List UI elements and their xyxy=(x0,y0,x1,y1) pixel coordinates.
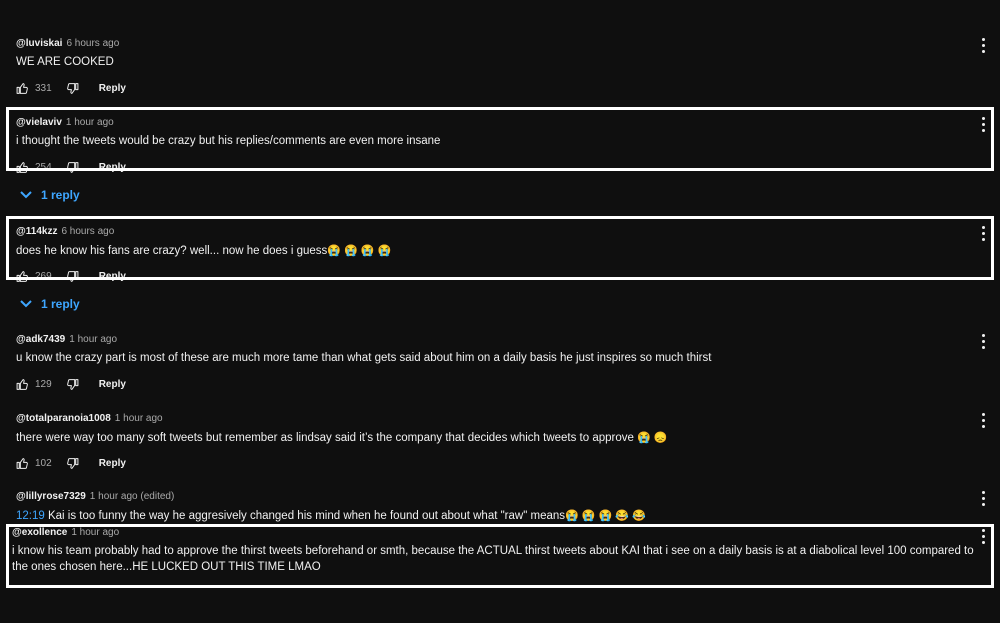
like-count: 269 xyxy=(35,271,52,282)
timestamp-link[interactable]: 12:19 xyxy=(16,510,45,522)
thumbs-up-icon[interactable] xyxy=(16,161,29,174)
comment-emoji: 😭 😭 😭 😂 😂 xyxy=(565,510,646,522)
comment-text: does he know his fans are crazy? well... now he does i guess xyxy=(16,245,328,257)
comment-meta xyxy=(16,226,991,237)
comment xyxy=(16,334,991,390)
thumbs-down-icon[interactable] xyxy=(66,82,79,95)
comment-time[interactable]: 6 hours ago xyxy=(61,226,115,237)
comment-text-row xyxy=(16,509,991,522)
comment-time[interactable]: 1 hour ago xyxy=(69,334,118,345)
more-vert-icon[interactable] xyxy=(982,117,986,135)
thumbs-up-icon[interactable] xyxy=(16,378,29,391)
comment xyxy=(16,413,991,469)
comment-meta xyxy=(16,491,991,502)
comment xyxy=(16,38,991,94)
comment-text: u know the crazy part is most of these are much more tame than what gets said about him on a daily basis he just inspires so much thirst xyxy=(16,352,712,364)
view-replies-button[interactable] xyxy=(20,188,80,202)
comment-time[interactable]: 1 hour ago xyxy=(65,117,114,128)
reply-button[interactable]: Reply xyxy=(98,379,126,390)
comment-author[interactable]: @vielaviv xyxy=(16,117,62,128)
more-vert-icon[interactable] xyxy=(982,38,986,56)
thumbs-up-icon[interactable] xyxy=(16,457,29,470)
thumbs-up-icon[interactable] xyxy=(16,82,29,95)
thumbs-down-icon[interactable] xyxy=(66,161,79,174)
thumbs-up-icon[interactable] xyxy=(16,270,29,283)
comment-meta xyxy=(16,413,991,424)
comment-actions xyxy=(16,457,126,470)
comment-time[interactable]: 6 hours ago xyxy=(66,38,120,49)
reply-button[interactable]: Reply xyxy=(98,271,126,282)
comment-emoji: 😭 😞 xyxy=(637,432,668,444)
comment-text: WE ARE COOKED xyxy=(16,56,114,68)
comment-actions xyxy=(16,82,126,95)
comment-text: there were way too many soft tweets but remember as lindsay said it’s the company that decides which tweets to approve xyxy=(16,432,634,444)
comment-text-line-2: the ones chosen here...HE LUCKED OUT THIS TIME LMAO xyxy=(12,561,321,573)
more-vert-icon[interactable] xyxy=(982,529,986,547)
more-vert-icon[interactable] xyxy=(982,413,986,431)
comment-text: Kai is too funny the way he aggresively changed his mind when he found out about what "raw" means xyxy=(44,510,566,522)
comment-time[interactable]: 1 hour ago xyxy=(114,413,163,424)
like-count: 254 xyxy=(35,162,52,173)
like-count: 129 xyxy=(35,379,52,390)
comment-author[interactable]: @adk7439 xyxy=(16,334,66,345)
reply-button[interactable]: Reply xyxy=(98,458,126,469)
comment-author[interactable]: @luviskai xyxy=(16,38,63,49)
comment-author[interactable]: @totalparanoia1008 xyxy=(16,413,111,424)
reply-button[interactable]: Reply xyxy=(98,162,126,173)
replies-count: 1 reply xyxy=(41,188,80,202)
chevron-down-icon xyxy=(20,300,32,308)
thumbs-down-icon[interactable] xyxy=(66,457,79,470)
comment xyxy=(12,527,987,573)
comment-text-row xyxy=(16,244,991,257)
more-vert-icon[interactable] xyxy=(982,334,986,352)
comment xyxy=(16,117,991,173)
comment-author[interactable]: @114kzz xyxy=(16,226,58,237)
comment-time[interactable]: 1 hour ago xyxy=(71,527,120,538)
comment-text-line-1: i know his team probably had to approve the thirst tweets beforehand or smth, because the ACTUAL thirst tweets about KAI that i see on a daily basis is at a diabolical level 100 compared to xyxy=(12,545,974,557)
comment-author[interactable]: @lillyrose7329 xyxy=(16,491,86,502)
comment-time[interactable]: 1 hour ago (edited) xyxy=(89,491,175,502)
comment xyxy=(16,491,991,522)
comment-meta xyxy=(16,117,991,128)
like-count: 102 xyxy=(35,458,52,469)
comment-actions xyxy=(16,161,126,174)
comment-meta xyxy=(12,527,987,538)
comment-text-row xyxy=(16,431,991,444)
comment xyxy=(16,226,991,282)
comment-meta xyxy=(16,38,991,49)
replies-count: 1 reply xyxy=(41,297,80,311)
chevron-down-icon xyxy=(20,191,32,199)
comment-text: i thought the tweets would be crazy but his replies/comments are even more insane xyxy=(16,135,441,147)
comment-actions xyxy=(16,270,126,283)
view-replies-button[interactable] xyxy=(20,297,80,311)
comment-author[interactable]: @exollence xyxy=(12,527,68,538)
comment-emoji: 😭 😭 😭 😭 xyxy=(327,245,392,257)
thumbs-down-icon[interactable] xyxy=(66,378,79,391)
comment-meta xyxy=(16,334,991,345)
more-vert-icon[interactable] xyxy=(982,226,986,244)
like-count: 331 xyxy=(35,83,52,94)
more-vert-icon[interactable] xyxy=(982,491,986,509)
comment-actions xyxy=(16,378,126,391)
thumbs-down-icon[interactable] xyxy=(66,270,79,283)
reply-button[interactable]: Reply xyxy=(98,83,126,94)
